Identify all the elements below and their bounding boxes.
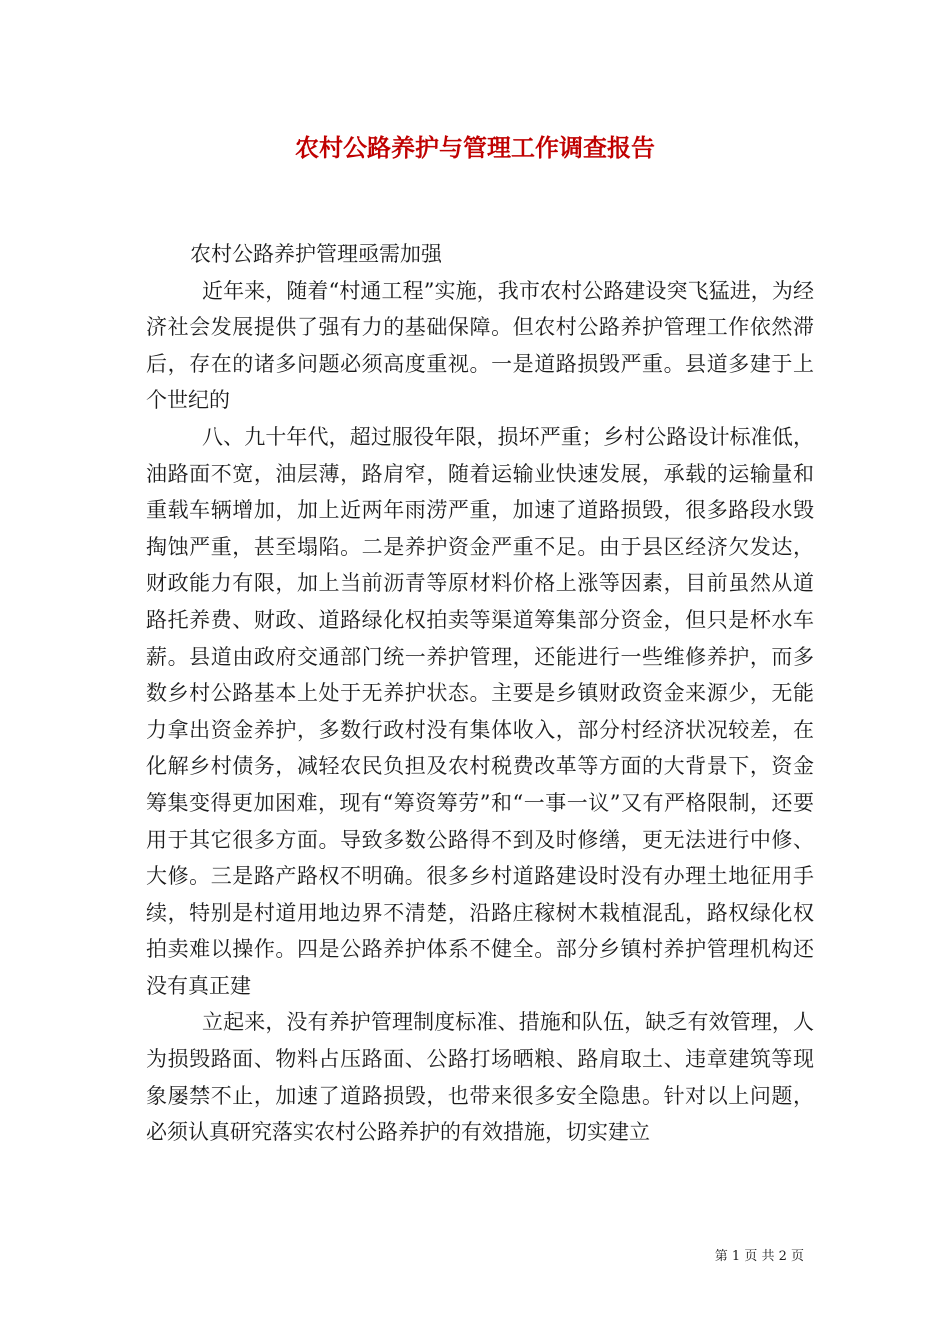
document-title: 农村公路养护与管理工作调查报告 bbox=[295, 133, 655, 162]
paragraph-1: 近年来，随着“村通工程”实施，我市农村公路建设突飞猛进，为经济社会发展提供了强有力的基础保障。但农村公路养护管理工作依然滞后，存在的诸多问题必须高度重视。一是道路损毁严重。县道多建于上个世纪的 bbox=[146, 278, 814, 413]
paragraph-3: 立起来，没有养护管理制度标准、措施和队伍，缺乏有效管理，人为损毁路面、物料占压路面、公路打场晒粮、路肩取土、违章建筑等现象屡禁不止，加速了道路损毁，也带来很多安全隐患。针对以上问题，必须认真研究落实农村公路养护的有效措施，切实建立 bbox=[146, 1010, 814, 1145]
page-indicator: 第 1 页 共 2 页 bbox=[714, 1249, 804, 1264]
document-body bbox=[146, 236, 814, 1151]
section-subheading: 农村公路养护管理亟需加强 bbox=[190, 242, 442, 266]
paragraph-2: 八、九十年代，超过服役年限，损坏严重；乡村公路设计标准低，油路面不宽，油层薄，路肩窄，随着运输业快速发展，承载的运输量和重载车辆增加，加上近两年雨涝严重，加速了道路损毁，很多路段水毁掏蚀严重，甚至塌陷。二是养护资金严重不足。由于县区经济欠发达，财政能力有限，加上当前沥青等原材料价格上涨等因素，目前虽然从道路托养费、财政、道路绿化权拍卖等渠道筹集部分资金，但只是杯水车薪。县道由政府交通部门统一养护管理，还能进行一些维修养护，而多数乡村公路基本上处于无养护状态。主要是乡镇财政资金来源少，无能力拿出资金养护，多数行政村没有集体收入，部分村经济状况较差，在化解乡村债务，减轻农民负担及农村税费改革等方面的大背景下，资金筹集变得更加困难，现有“筹资筹劳”和“一事一议”又有严格限制，还要用于其它很多方面。导致多数公路得不到及时修缮，更无法进行中修、大修。三是路产路权不明确。很多乡村道路建设时没有办理土地征用手续，特别是村道用地边界不清楚，沿路庄稼树木栽植混乱，路权绿化权拍卖难以操作。四是公路养护体系不健全。部分乡镇村养护管理机构还没有真正建 bbox=[146, 424, 814, 998]
